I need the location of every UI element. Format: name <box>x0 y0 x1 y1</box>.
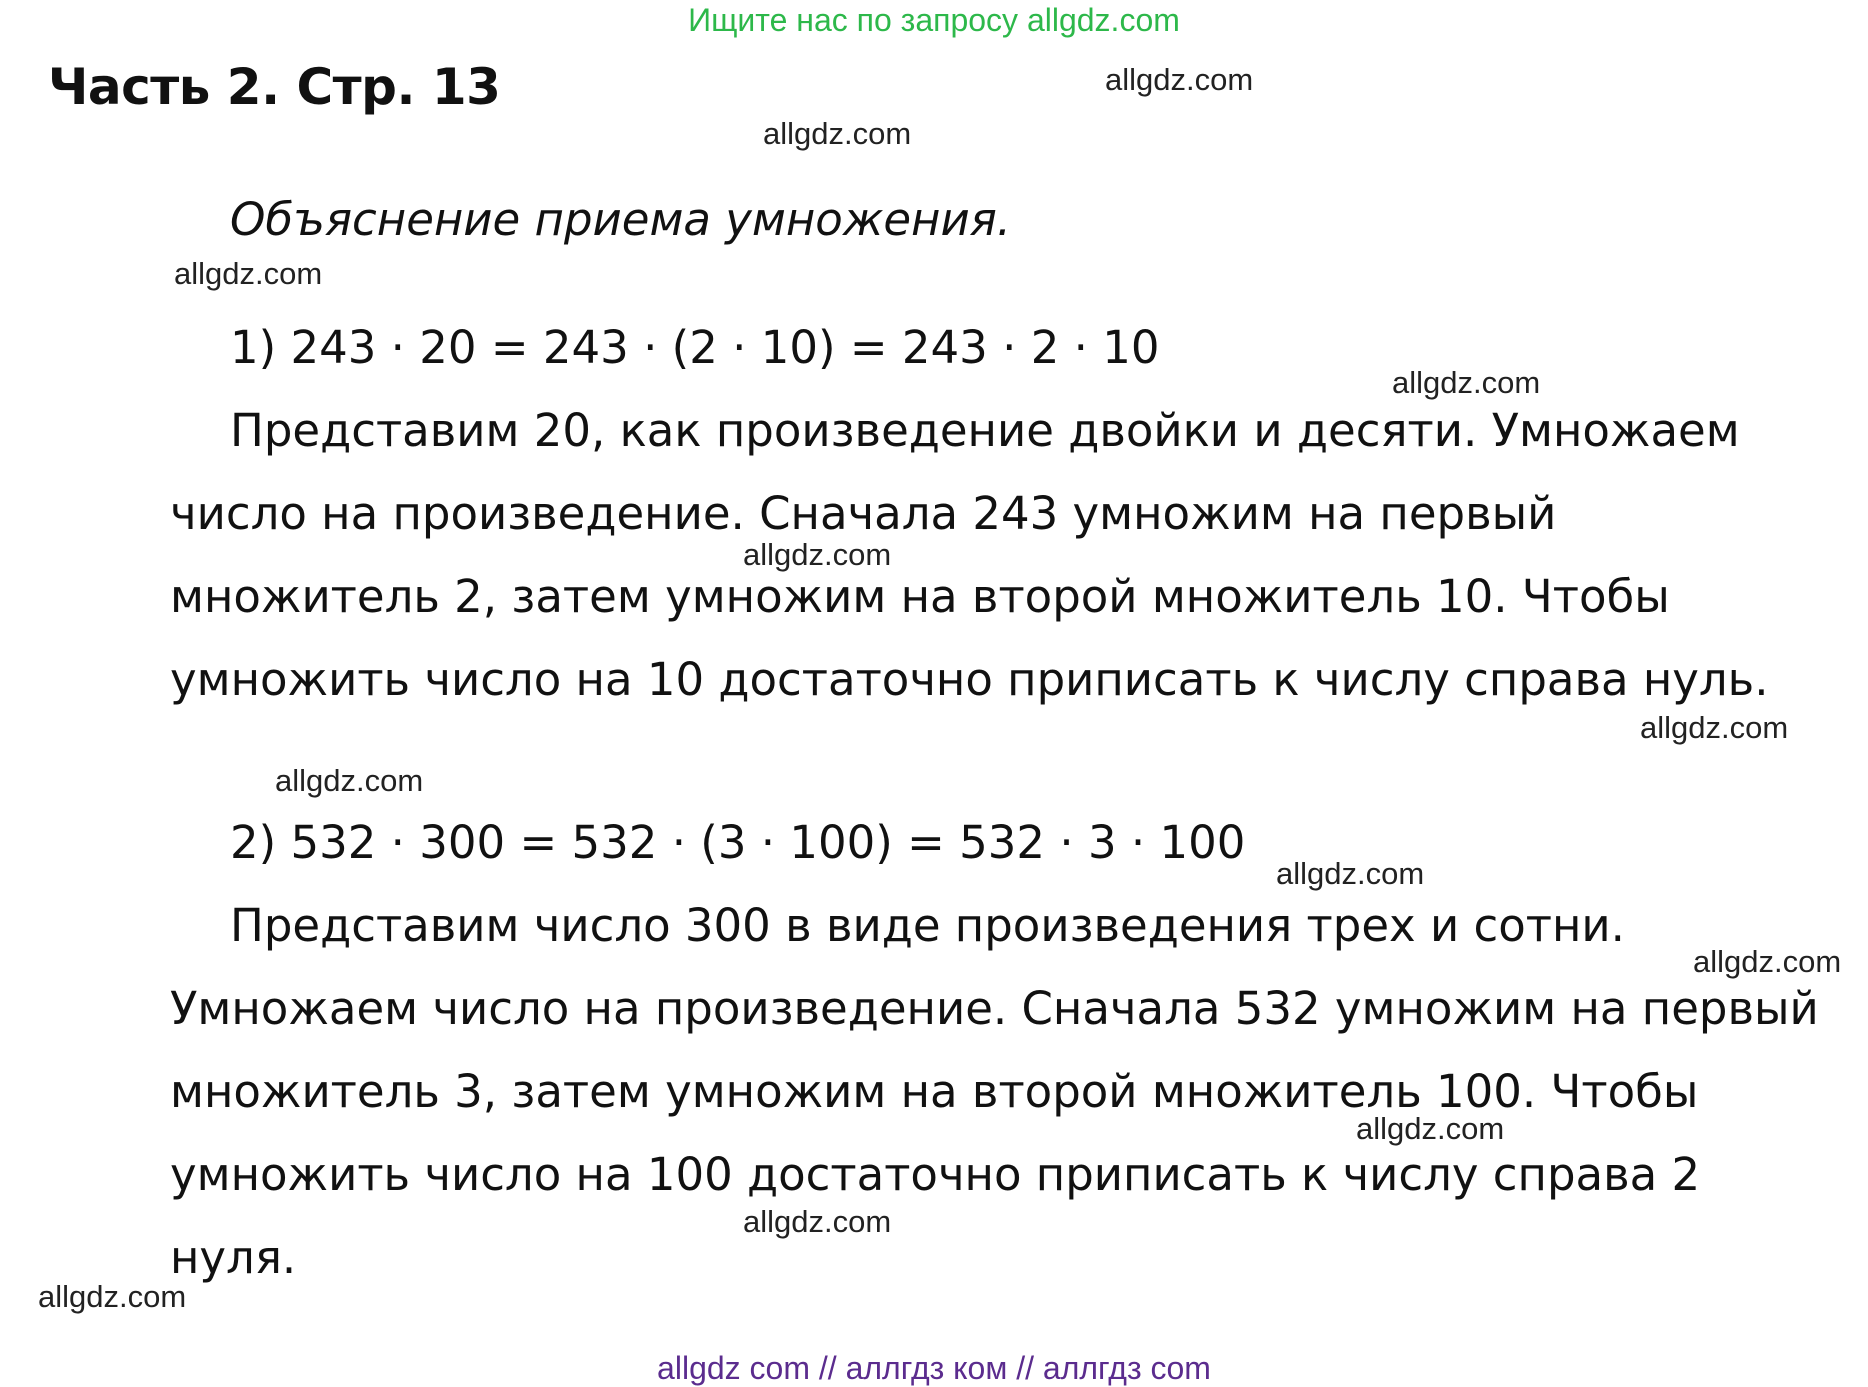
watermark: allgdz.com <box>1392 365 1541 400</box>
watermark: allgdz.com <box>38 1279 187 1314</box>
example-1-formula: 1) 243 · 20 = 243 · (2 · 10) = 243 · 2 · 10 <box>230 321 1160 374</box>
page-title: Часть 2. Стр. 13 <box>48 58 501 116</box>
watermark: allgdz.com <box>275 763 424 798</box>
watermark: allgdz.com <box>1276 856 1425 891</box>
example-1-explanation: Представим 20, как произведение двойки и десяти. Умножаем число на произведение. Сначала 243 умножим на первый множитель 2, затем умножим на второй множитель 10. Чтобы умножить число на 10 достаточно приписать к числу справа нуль. <box>170 404 1769 706</box>
top-banner: Ищите нас по запросу allgdz.com <box>688 2 1180 38</box>
watermark: allgdz.com <box>1640 710 1789 745</box>
watermark: allgdz.com <box>763 116 912 151</box>
example-2-formula: 2) 532 · 300 = 532 · (3 · 100) = 532 · 3 · 100 <box>230 816 1246 869</box>
watermark: allgdz.com <box>1693 944 1842 979</box>
watermark: allgdz.com <box>174 256 323 291</box>
example-2-explanation: Представим число 300 в виде произведения трех и сотни. Умножаем число на произведение. Сначала 532 умножим на первый множитель 3, затем умножим на второй множитель 100. Чтобы умножить число на 100 достаточно приписать к числу справа 2 нуля. <box>170 899 1819 1284</box>
watermark: allgdz.com <box>743 537 892 572</box>
watermark: allgdz.com <box>1105 62 1254 97</box>
watermark: allgdz.com <box>1356 1111 1505 1146</box>
document-body <box>170 178 1830 1299</box>
watermark: allgdz.com <box>743 1204 892 1239</box>
footer-links: allgdz com // аллгдз ком // аллгдз com <box>657 1350 1211 1386</box>
section-heading: Объяснение приема умножения. <box>230 193 1012 246</box>
